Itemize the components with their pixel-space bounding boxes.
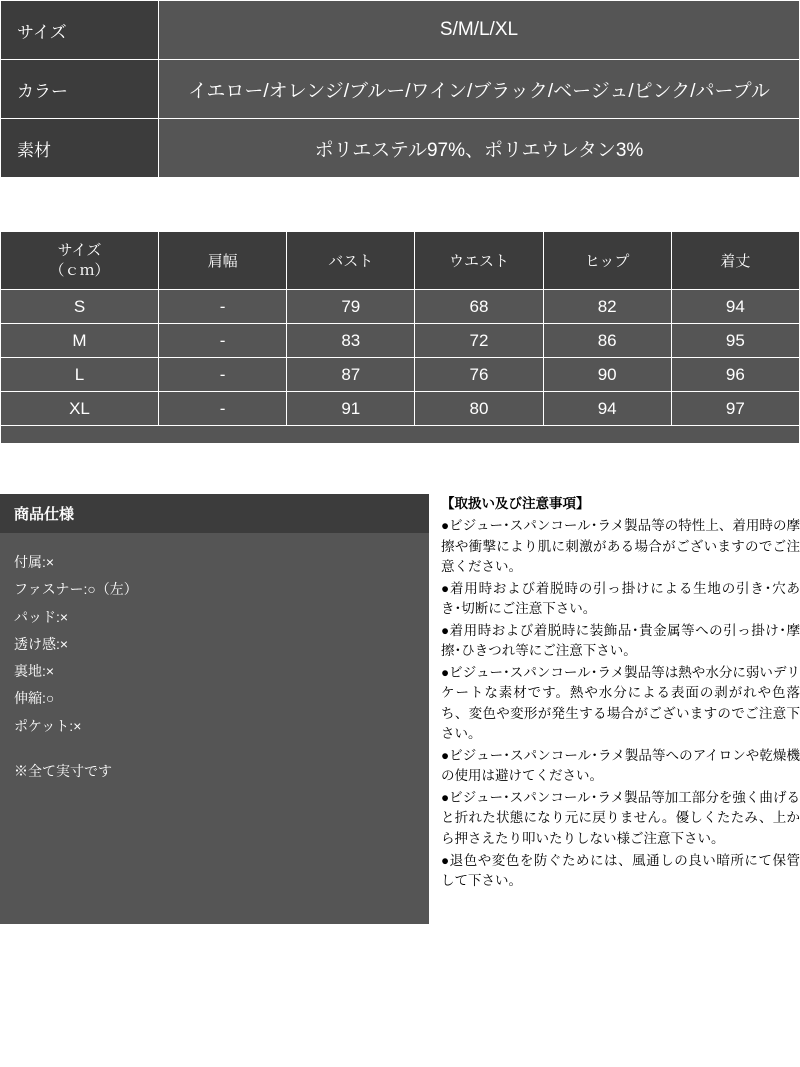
product-specification-list (0, 533, 429, 785)
list-item: 透け感:× (14, 635, 69, 652)
size-cell-length: 95 (671, 324, 799, 358)
table-header-row (1, 232, 800, 290)
list-item: パッド:× (14, 608, 69, 625)
table-row (1, 1, 800, 60)
size-cell-length: 94 (671, 290, 799, 324)
spec-label-material: 素材 (1, 119, 159, 178)
size-cell-waist: 80 (415, 392, 543, 426)
care-instruction-item: ●ビジュー･スパンコール･ラメ製品等の特性上、着用時の摩擦や衝撃により肌に刺激がある場合がございますのでご注意ください。 (441, 518, 800, 575)
size-cell-hip: 86 (543, 324, 671, 358)
size-cell-waist: 68 (415, 290, 543, 324)
size-table (0, 231, 800, 426)
size-header-length: 着丈 (671, 232, 799, 290)
size-chart (0, 231, 800, 444)
list-item: ポケット:× (14, 717, 82, 734)
size-cell-bust: 91 (287, 392, 415, 426)
size-cell-hip: 82 (543, 290, 671, 324)
spec-label-size: サイズ (1, 1, 159, 60)
care-instruction-item: ●ビジュー･スパンコール･ラメ製品等は熱や水分に弱いデリケートな素材です。熱や水分による表面の剥がれや色落ち、変色や変形が発生する場合がございますのでご注意下さい。 (441, 664, 800, 742)
lower-section (0, 494, 800, 924)
size-cell-length: 97 (671, 392, 799, 426)
size-header-hip: ヒップ (543, 232, 671, 290)
size-cell-shoulder: - (159, 358, 287, 392)
size-cell-size: XL (1, 392, 159, 426)
size-header-size (1, 232, 159, 290)
size-cell-bust: 87 (287, 358, 415, 392)
size-cell-shoulder: - (159, 392, 287, 426)
size-cell-shoulder: - (159, 290, 287, 324)
table-row (1, 358, 800, 392)
size-cell-hip: 94 (543, 392, 671, 426)
spec-label-color: カラー (1, 60, 159, 119)
size-cell-waist: 76 (415, 358, 543, 392)
list-item: 裏地:× (14, 663, 55, 680)
care-instruction-item: ●ビジュー･スパンコール･ラメ製品等へのアイロンや乾燥機の使用は避けてください。 (441, 747, 800, 784)
size-header-waist: ウエスト (415, 232, 543, 290)
care-instruction-item: ●着用時および着脱時に装飾品･貴金属等への引っ掛け･摩擦･ひきつれ等にご注意下さい。 (441, 622, 800, 659)
table-row (1, 324, 800, 358)
care-instructions (429, 494, 800, 893)
list-item: 伸縮:○ (14, 690, 55, 707)
spec-value-color: イエロー/オレンジ/ブルー/ワイン/ブラック/ベージュ/ピンク/パープル (159, 60, 800, 119)
size-cell-bust: 79 (287, 290, 415, 324)
care-instruction-item: ●ビジュー･スパンコール･ラメ製品等加工部分を強く曲げると折れた状態になり元に戻りません。優しくたたみ、上から押さえたり叩いたりしない様ご注意下さい。 (441, 789, 800, 846)
list-item: 付属:× (14, 554, 55, 570)
size-cell-length: 96 (671, 358, 799, 392)
size-cell-hip: 90 (543, 358, 671, 392)
size-table-footer-spacer (0, 426, 800, 444)
size-cell-size: L (1, 358, 159, 392)
care-instructions-title: 【取扱い及び注意事項】 (441, 496, 590, 511)
size-cell-shoulder: - (159, 324, 287, 358)
actual-measurement-note: ※全て実寸です (14, 763, 112, 780)
size-cell-size: S (1, 290, 159, 324)
size-header-line1: サイズ (57, 242, 102, 259)
table-row (1, 392, 800, 426)
care-instruction-item: ●着用時および着脱時の引っ掛けによる生地の引き･穴あき･切断にご注意下さい。 (441, 580, 800, 617)
size-header-shoulder: 肩幅 (159, 232, 287, 290)
size-cell-waist: 72 (415, 324, 543, 358)
spec-value-size: S/M/L/XL (159, 1, 800, 60)
size-header-bust: バスト (287, 232, 415, 290)
table-row (1, 290, 800, 324)
size-cell-size: M (1, 324, 159, 358)
spec-value-material: ポリエステル97%、ポリエウレタン3% (159, 119, 800, 178)
product-specification-header: 商品仕様 (0, 494, 429, 533)
list-item: ファスナー:○（左） (14, 581, 138, 598)
size-cell-bust: 83 (287, 324, 415, 358)
table-row (1, 119, 800, 178)
care-instruction-item: ●退色や変色を防ぐためには、風通しの良い暗所にて保管して下さい。 (441, 852, 800, 889)
product-specification-box (0, 494, 429, 924)
size-header-line2: （ｃｍ） (49, 261, 110, 279)
table-row (1, 60, 800, 119)
product-spec-table (0, 0, 800, 178)
